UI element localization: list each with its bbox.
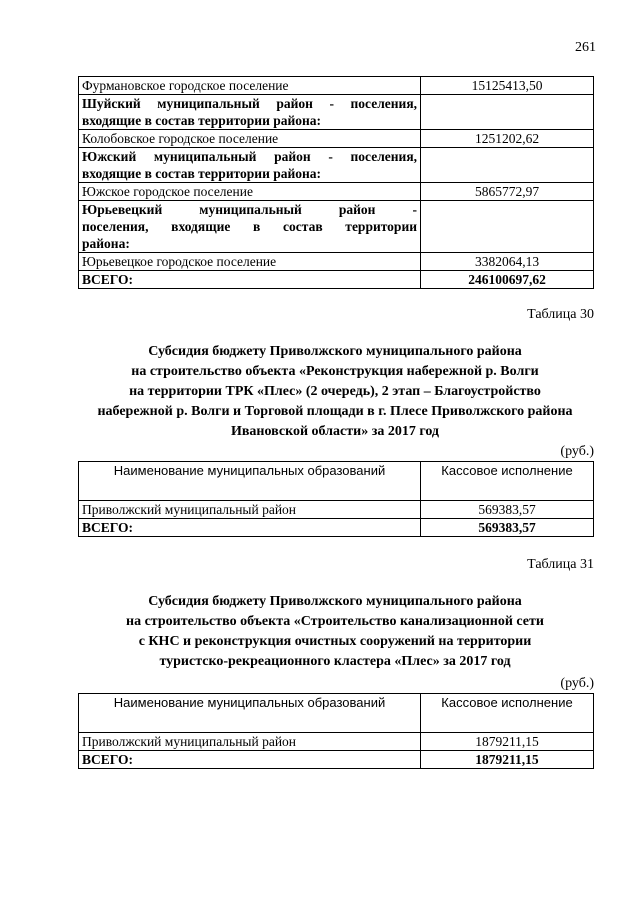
title-line: на территории ТРК «Плес» (2 очередь), 2 этап – Благоустройство [129, 384, 541, 399]
table-row [79, 733, 594, 751]
section-row [79, 148, 594, 183]
total-row [79, 271, 594, 289]
empty-cell [421, 201, 594, 253]
title-line: на строительство объекта «Строительство канализационной сети [126, 614, 544, 629]
header-row [79, 462, 594, 501]
title-line: Ивановской области» за 2017 год [230, 424, 440, 439]
total-row [79, 751, 594, 769]
municipality-name: Фурмановское городское поселение [79, 77, 421, 95]
section-row [79, 95, 594, 130]
section-row [79, 201, 594, 253]
total-value: 1879211,15 [421, 751, 594, 769]
total-value: 569383,57 [421, 519, 594, 537]
empty-cell [421, 95, 594, 130]
table-30-title [70, 342, 600, 442]
municipality-name: Южское городское поселение [79, 183, 421, 201]
amount-value: 1879211,15 [421, 733, 594, 751]
empty-cell [421, 148, 594, 183]
total-row [79, 519, 594, 537]
table-30-label: Таблица 30 [527, 307, 594, 322]
table-30 [78, 461, 594, 537]
amount-value: 3382064,13 [421, 253, 594, 271]
continuation-table [78, 76, 594, 289]
column-header-execution: Кассовое исполнение [421, 462, 594, 501]
title-line: набережной р. Волги и Торговой площади в г. Плесе Приволжского района [97, 404, 573, 419]
column-header-name: Наименование муниципальных образований [79, 462, 421, 501]
district-heading: Юрьевецкий муниципальный район - поселения, входящие в состав территории района: [79, 201, 421, 253]
table-row [79, 130, 594, 148]
total-value: 246100697,62 [421, 271, 594, 289]
header-row [79, 694, 594, 733]
table-31-title [70, 592, 600, 672]
unit-label: (руб.) [560, 676, 594, 691]
table-row [79, 253, 594, 271]
total-label: ВСЕГО: [79, 271, 421, 289]
column-header-execution: Кассовое исполнение [421, 694, 594, 733]
table-31 [78, 693, 594, 769]
total-label: ВСЕГО: [79, 519, 421, 537]
municipality-name: Колобовское городское поселение [79, 130, 421, 148]
municipality-name: Приволжский муниципальный район [79, 501, 421, 519]
title-line: на строительство объекта «Реконструкция набережной р. Волги [131, 364, 539, 379]
amount-value: 1251202,62 [421, 130, 594, 148]
unit-label: (руб.) [560, 444, 594, 459]
district-heading: Южский муниципальный район - поселения, входящие в состав территории района: [79, 148, 421, 183]
municipality-name: Приволжский муниципальный район [79, 733, 421, 751]
table-31-label: Таблица 31 [527, 557, 594, 572]
amount-value: 5865772,97 [421, 183, 594, 201]
page-number: 261 [575, 40, 596, 55]
table-row [79, 501, 594, 519]
table-row [79, 77, 594, 95]
amount-value: 569383,57 [421, 501, 594, 519]
title-line: туристско-рекреационного кластера «Плес» за 2017 год [159, 654, 511, 669]
total-label: ВСЕГО: [79, 751, 421, 769]
amount-value: 15125413,50 [421, 77, 594, 95]
municipality-name: Юрьевецкое городское поселение [79, 253, 421, 271]
column-header-name: Наименование муниципальных образований [79, 694, 421, 733]
title-line: с КНС и реконструкция очистных сооружений на территории [138, 634, 532, 649]
title-line: Субсидия бюджету Приволжского муниципального района [148, 344, 522, 359]
title-line: Субсидия бюджету Приволжского муниципального района [148, 594, 522, 609]
district-heading: Шуйский муниципальный район - поселения, входящие в состав территории района: [79, 95, 421, 130]
table-row [79, 183, 594, 201]
